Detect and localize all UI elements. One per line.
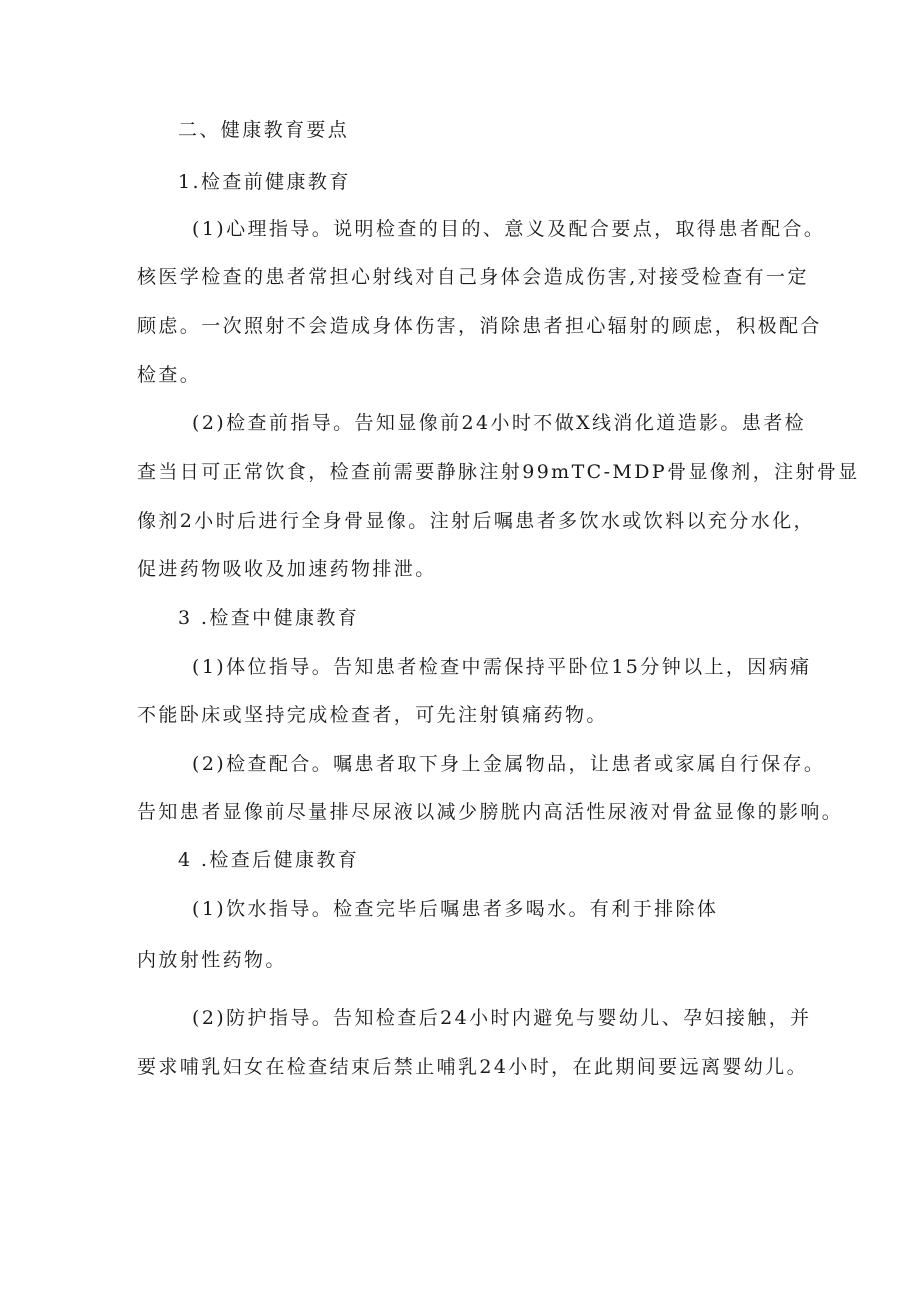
paragraph-line: 检查。 [137,364,202,386]
subsection-heading-post-exam: 4 .检查后健康教育 [178,849,360,871]
paragraph-line: 要求哺乳妇女在检查结束后禁止哺乳24小时，在此期间要远离婴幼儿。 [137,1056,808,1078]
paragraph-line: 促进药物吸收及加速药物排泄。 [137,558,437,580]
paragraph-line: 顾虑。一次照射不会造成身体伤害，消除患者担心辐射的顾虑，积极配合 [137,315,822,337]
subsection-heading-pre-exam: 1.检查前健康教育 [178,171,351,193]
paragraph-line: 不能卧床或坚持完成检查者，可先注射镇痛药物。 [137,704,608,726]
paragraph-line: (2)检查前指导。告知显像前24小时不做X线消化道造影。患者检 [192,412,807,434]
paragraph-line: 像剂2小时后进行全身骨显像。注射后嘱患者多饮水或饮料以充分水化， [137,510,815,532]
paragraph-line: (1)体位指导。告知患者检查中需保持平卧位15分钟以上，因病痛 [192,656,812,678]
paragraph-line: 告知患者显像前尽量排尽尿液以减少膀胱内高活性尿液对骨盆显像的影响。 [137,801,844,823]
paragraph-line: 核医学检查的患者常担心射线对自己身体会造成伤害,对接受检查有一定 [137,266,809,288]
paragraph-line: (2)检查配合。嘱患者取下身上金属物品，让患者或家属自行保存。 [192,753,826,775]
subsection-heading-during-exam: 3 .检查中健康教育 [178,607,360,629]
paragraph-line: (1)心理指导。说明检查的目的、意义及配合要点，取得患者配合。 [192,218,826,240]
paragraph-line: (1)饮水指导。检查完毕后嘱患者多喝水。有利于排除体 [192,898,719,920]
paragraph-line: (2)防护指导。告知检查后24小时内避免与婴幼儿、孕妇接触，并 [192,1007,812,1029]
paragraph-line: 内放射性药物。 [137,949,287,971]
section-heading: 二、健康教育要点 [178,119,350,141]
paragraph-line: 查当日可正常饮食，检查前需要静脉注射99mTC-MDP骨显像剂，注射骨显 [137,461,860,483]
